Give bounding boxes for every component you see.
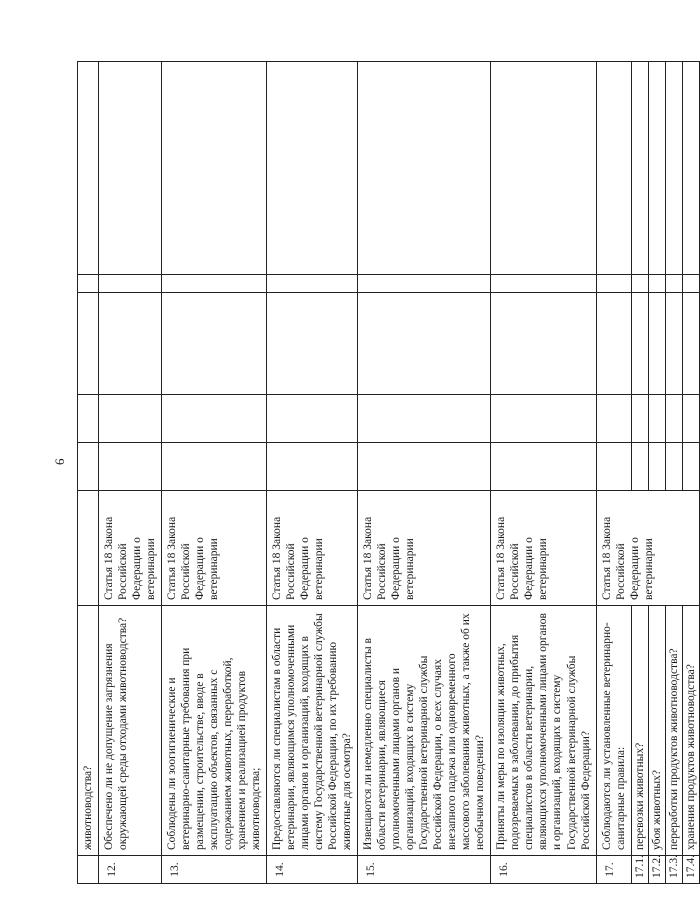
law-cell: Статья 18 Закона Российской Федерации о ветеринарии xyxy=(358,491,491,606)
answer-cell xyxy=(491,293,596,395)
answer-cell xyxy=(648,443,665,491)
answer-cell xyxy=(596,293,631,395)
answer-cell xyxy=(267,443,358,491)
answer-cell xyxy=(78,293,99,395)
question-cell: Предоставляются ли специалистам в области ветеринарии, являющимся уполномоченными лицами органов и организаций, входящих в систему Государственной ветеринарной службы Российской Федерации, по их требованию животные для осмотра? xyxy=(267,606,358,856)
row-number: 17.4. xyxy=(682,856,699,884)
table-row xyxy=(162,62,267,884)
notes-cell xyxy=(99,62,162,275)
table-row xyxy=(99,62,162,884)
answer-cell xyxy=(267,275,358,293)
answer-cell xyxy=(665,275,682,293)
answer-cell xyxy=(162,275,267,293)
answer-cell xyxy=(648,275,665,293)
row-number: 12. xyxy=(99,856,162,884)
answer-cell xyxy=(682,395,699,443)
answer-cell xyxy=(631,275,648,293)
law-cell: Статья 18 Закона Российской Федерации о ветеринарии xyxy=(596,491,699,606)
question-cell: Соблюдены ли зоогигиенические и ветеринарно-санитарные требования при размещении, строительстве, вводе в эксплуатацию объектов, связанных с содержанием животных, переработкой, хранением и реализацией продуктов животноводства; xyxy=(162,606,267,856)
row-number: 14. xyxy=(267,856,358,884)
answer-cell xyxy=(491,443,596,491)
answer-cell xyxy=(596,275,631,293)
answer-cell xyxy=(596,443,631,491)
row-number: 17.2. xyxy=(648,856,665,884)
answer-cell xyxy=(358,443,491,491)
answer-cell xyxy=(665,395,682,443)
answer-cell xyxy=(78,275,99,293)
answer-cell xyxy=(358,275,491,293)
law-cell: Статья 18 Закона Российской Федерации о ветеринарии xyxy=(267,491,358,606)
answer-cell xyxy=(267,395,358,443)
question-cell: Извещаются ли немедленно специалисты в области ветеринарии, являющиеся уполномоченными лицами органов и организаций, входящих в систему Государственной ветеринарной службы Российской Федерации, о всех случаях внезапного падежа или одновременного массового заболевания животных, а также об их необычном поведении? xyxy=(358,606,491,856)
table-row xyxy=(648,62,665,884)
law-cell: Статья 18 Закона Российской Федерации о ветеринарии xyxy=(491,491,596,606)
answer-cell xyxy=(162,293,267,395)
notes-cell xyxy=(358,62,491,275)
notes-cell xyxy=(648,62,665,275)
checklist-table xyxy=(77,61,700,884)
answer-cell xyxy=(99,275,162,293)
answer-cell xyxy=(99,293,162,395)
answer-cell xyxy=(631,293,648,395)
answer-cell xyxy=(162,395,267,443)
notes-cell xyxy=(267,62,358,275)
table-row xyxy=(631,62,648,884)
table-row xyxy=(665,62,682,884)
answer-cell xyxy=(78,395,99,443)
notes-cell xyxy=(631,62,648,275)
notes-cell xyxy=(491,62,596,275)
row-number: 16. xyxy=(491,856,596,884)
answer-cell xyxy=(78,443,99,491)
answer-cell xyxy=(631,443,648,491)
row-number xyxy=(78,856,99,884)
page-number: 6 xyxy=(52,458,67,465)
answer-cell xyxy=(358,293,491,395)
law-cell: Статья 18 Закона Российской Федерации о ветеринарии xyxy=(162,491,267,606)
answer-cell xyxy=(682,443,699,491)
notes-cell xyxy=(162,62,267,275)
answer-cell xyxy=(648,293,665,395)
question-cell: хранения продуктов животноводства? xyxy=(682,606,699,856)
row-number: 17.1. xyxy=(631,856,648,884)
answer-cell xyxy=(682,293,699,395)
answer-cell xyxy=(491,275,596,293)
question-cell: перевозки животных? xyxy=(631,606,648,856)
answer-cell xyxy=(267,293,358,395)
question-cell: животноводства? xyxy=(78,606,99,856)
table-row xyxy=(682,62,699,884)
question-cell: Соблюдаются ли установленные ветеринарно-санитарные правила: xyxy=(596,606,631,856)
answer-cell xyxy=(631,395,648,443)
table-row xyxy=(267,62,358,884)
notes-cell xyxy=(596,62,631,275)
question-cell: Обеспечено ли не допущение загрязнения окружающей среды отходами животноводства? xyxy=(99,606,162,856)
answer-cell xyxy=(358,395,491,443)
row-number: 17. xyxy=(596,856,631,884)
question-cell: переработки продуктов животноводства? xyxy=(665,606,682,856)
table-row xyxy=(596,62,631,884)
rotated-table-wrapper xyxy=(77,62,697,884)
question-cell: убоя животных? xyxy=(648,606,665,856)
notes-cell xyxy=(78,62,99,275)
answer-cell xyxy=(596,395,631,443)
answer-cell xyxy=(682,275,699,293)
answer-cell xyxy=(491,395,596,443)
row-number: 17.3. xyxy=(665,856,682,884)
answer-cell xyxy=(648,395,665,443)
table-row xyxy=(78,62,99,884)
table-row xyxy=(358,62,491,884)
table-row xyxy=(491,62,596,884)
answer-cell xyxy=(99,443,162,491)
notes-cell xyxy=(682,62,699,275)
answer-cell xyxy=(665,293,682,395)
law-cell: Статья 18 Закона Российской Федерации о ветеринарии xyxy=(99,491,162,606)
answer-cell xyxy=(99,395,162,443)
row-number: 13. xyxy=(162,856,267,884)
answer-cell xyxy=(665,443,682,491)
notes-cell xyxy=(665,62,682,275)
row-number: 15. xyxy=(358,856,491,884)
question-cell: Приняты ли меры по изоляции животных, подозреваемых в заболевании, до прибытия специалистов в области ветеринарии, являющихся уполномоченными лицами органов и организаций, входящих в систему Государственной ветеринарной службы Российской Федерации? xyxy=(491,606,596,856)
answer-cell xyxy=(162,443,267,491)
law-cell xyxy=(78,491,99,606)
